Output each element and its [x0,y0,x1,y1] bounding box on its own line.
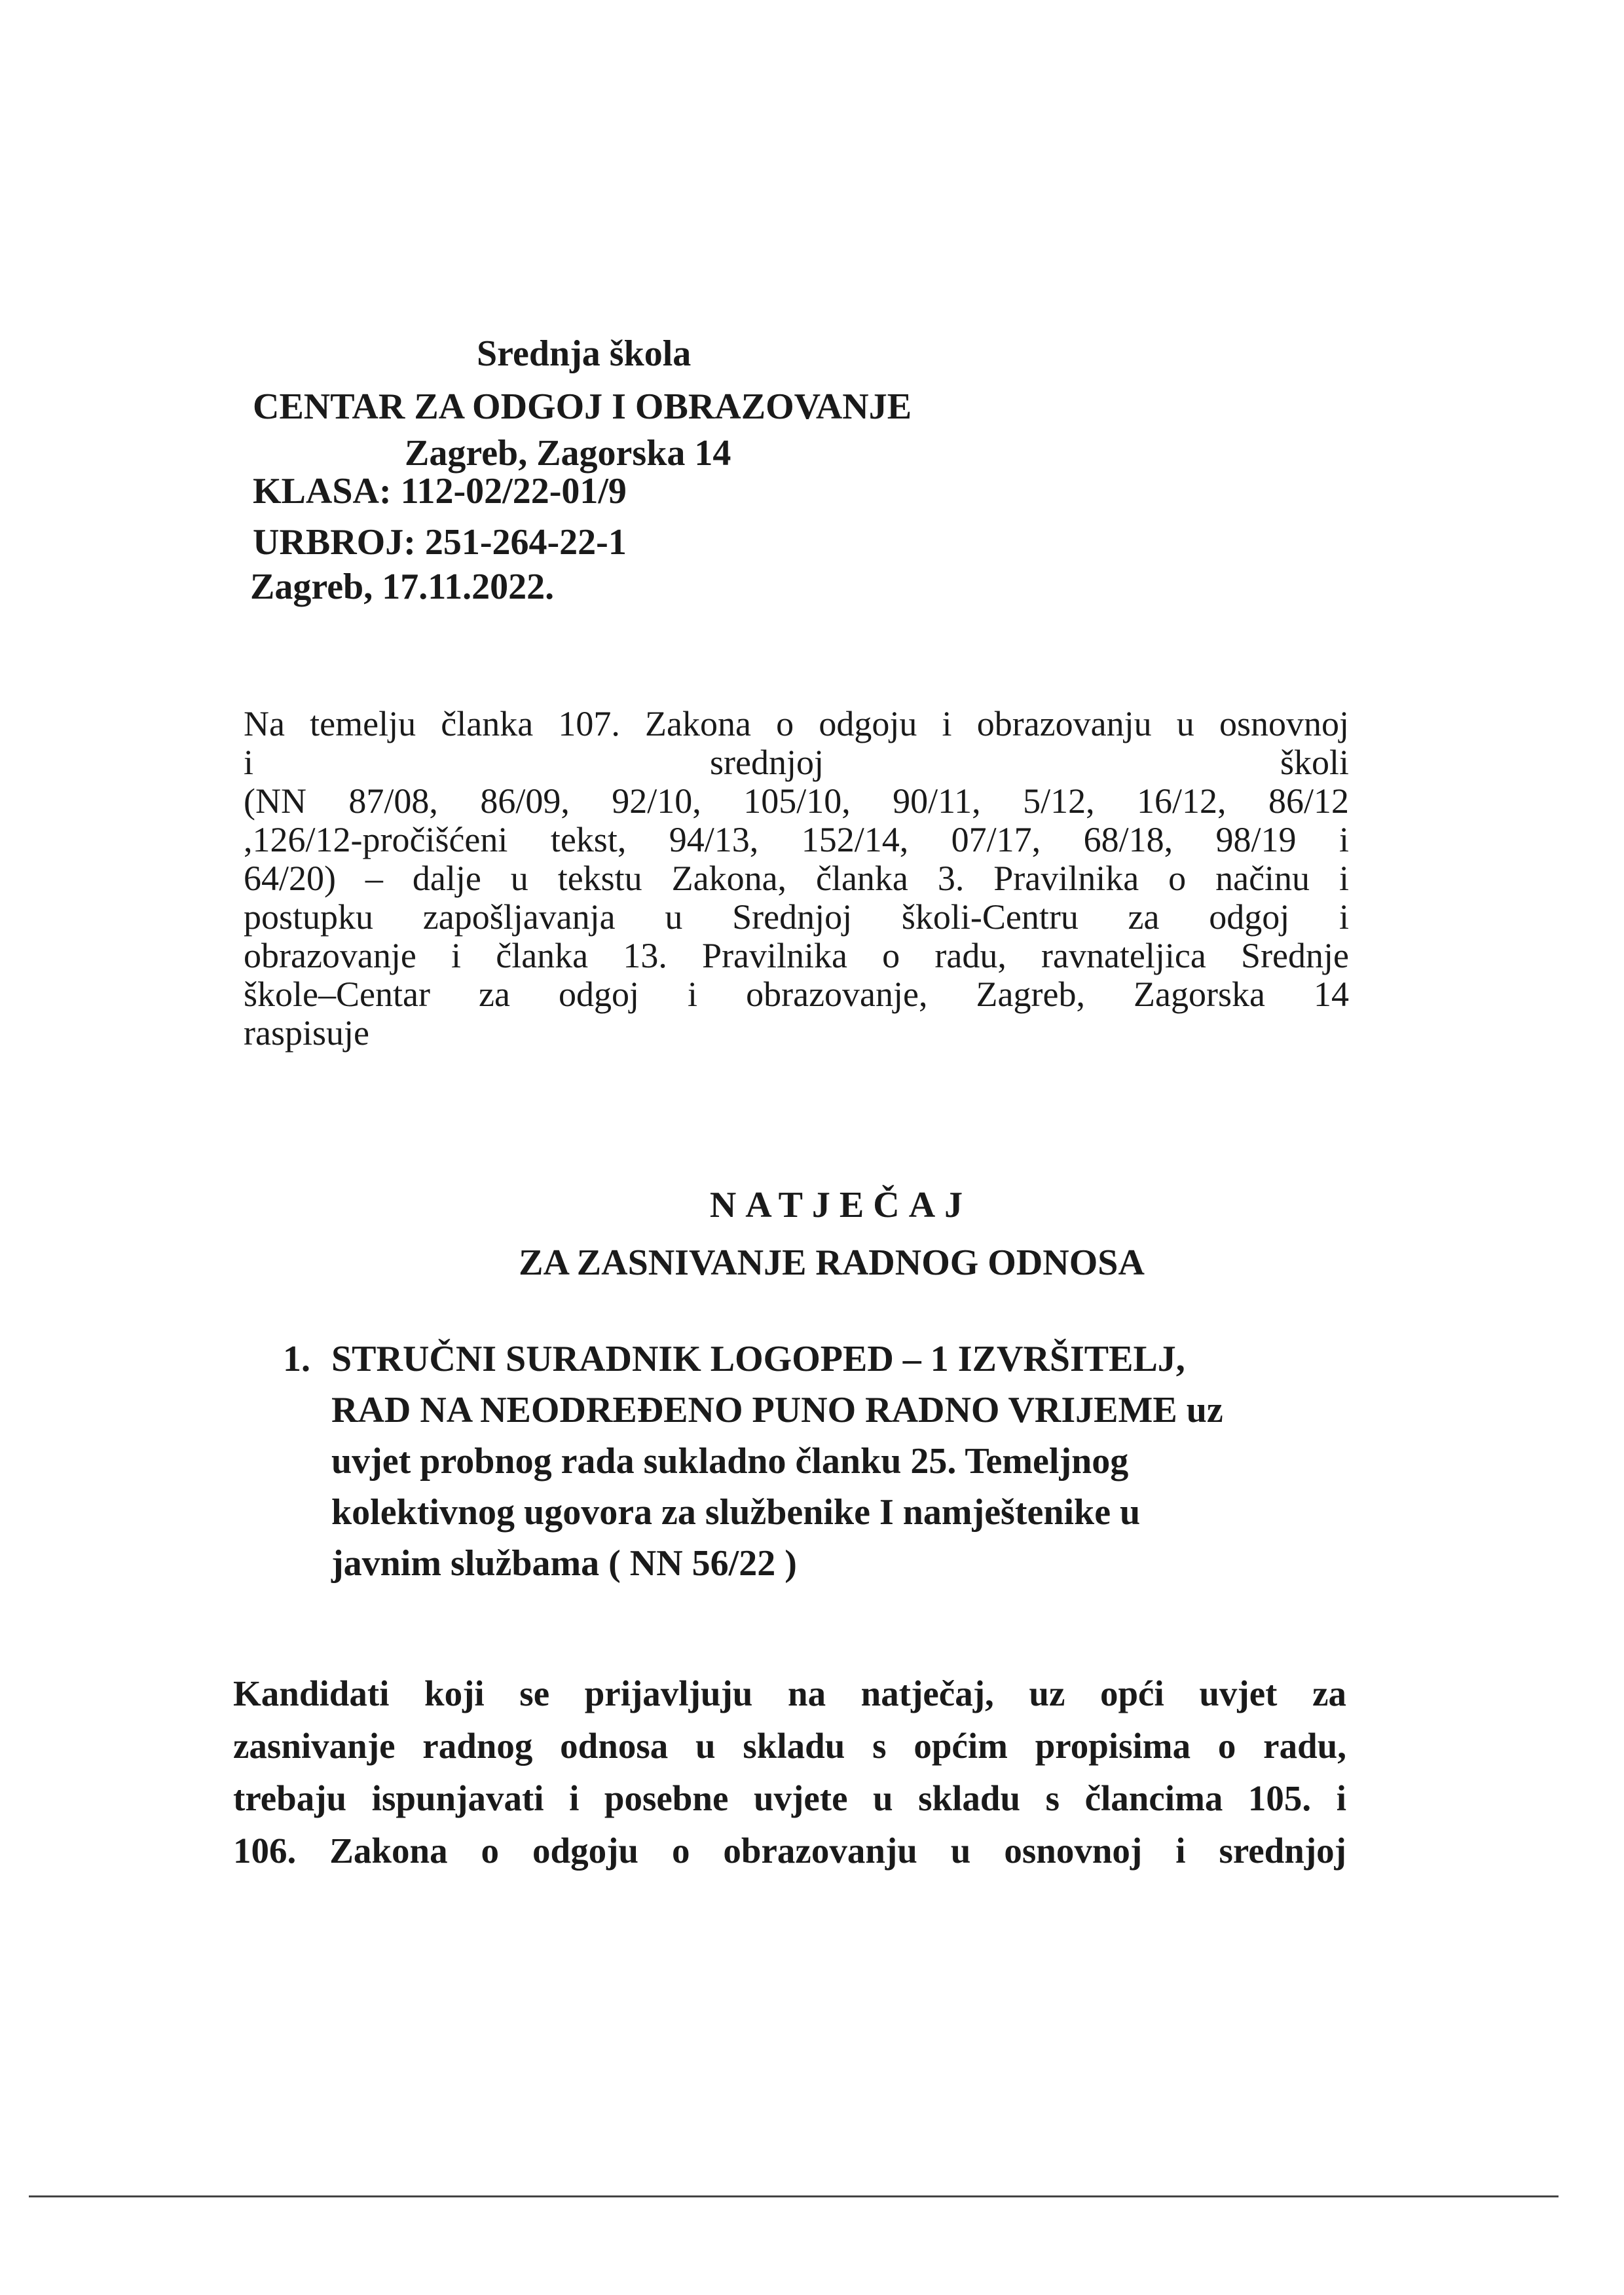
conditions-paragraph [233,1668,1346,1877]
intro-line: 64/20) – dalje u tekstu Zakona, članka 3. Pravilnika o načinu i [244,859,1349,898]
intro-line: (NN 87/08, 86/09, 92/10, 105/10, 90/11, 5/12, 16/12, 86/12 [244,781,1349,821]
school-address: Zagreb, Zagorska 14 [405,433,731,474]
school-name-line: Srednja škola [477,333,692,374]
position-number: 1. [283,1339,310,1379]
intro-line: škole–Centar za odgoj i obrazovanje, Zagreb, Zagorska 14 [244,975,1349,1014]
intro-line: obrazovanje i članka 13. Pravilnika o radu, ravnateljica Srednje [244,936,1349,975]
conditions-line: trebaju ispunjavati i posebne uvjete u skladu s člancima 105. i [233,1778,1346,1818]
conditions-line: Kandidati koji se prijavljuju na natječaj, uz opći uvjet za [233,1673,1346,1713]
position-line: STRUČNI SURADNIK LOGOPED – 1 IZVRŠITELJ, [331,1339,1185,1379]
intro-line: Na temelju članka 107. Zakona o odgoju i obrazovanju u osnovnoj [244,704,1349,743]
position-line: RAD NA NEODREĐENO PUNO RADNO VRIJEME uz [331,1390,1223,1430]
bottom-divider [29,2195,1559,2197]
klasa-number: KLASA: 112-02/22-01/9 [253,471,627,512]
document-date: Zagreb, 17.11.2022. [250,567,555,607]
position-description [331,1334,1353,1589]
document-subtitle: ZA ZASNIVANJE RADNOG ODNOSA [519,1242,1145,1283]
intro-line: raspisuje [244,1013,369,1053]
position-line: javnim službama ( NN 56/22 ) [331,1543,797,1584]
intro-line: ,126/12-pročišćeni tekst, 94/13, 152/14, 07/17, 68/18, 98/19 i [244,820,1349,859]
conditions-line: 106. Zakona o odgoju o obrazovanju u osnovnoj i srednjoj [233,1831,1346,1871]
position-line: kolektivnog ugovora za službenike I namještenike u [331,1492,1141,1533]
intro-paragraph [244,705,1349,1053]
intro-line: i srednjoj školi [244,743,1349,782]
urbroj-number: URBROJ: 251-264-22-1 [253,522,627,563]
intro-line: postupku zapošljavanja u Srednjoj školi-Centru za odgoj i [244,897,1349,937]
position-line: uvjet probnog rada sukladno članku 25. Temeljnog [331,1441,1129,1482]
school-center-name: CENTAR ZA ODGOJ I OBRAZOVANJE [253,386,912,427]
conditions-line: zasnivanje radnog odnosa u skladu s općim propisima o radu, [233,1726,1346,1766]
document-title: NATJEČAJ [709,1185,972,1225]
